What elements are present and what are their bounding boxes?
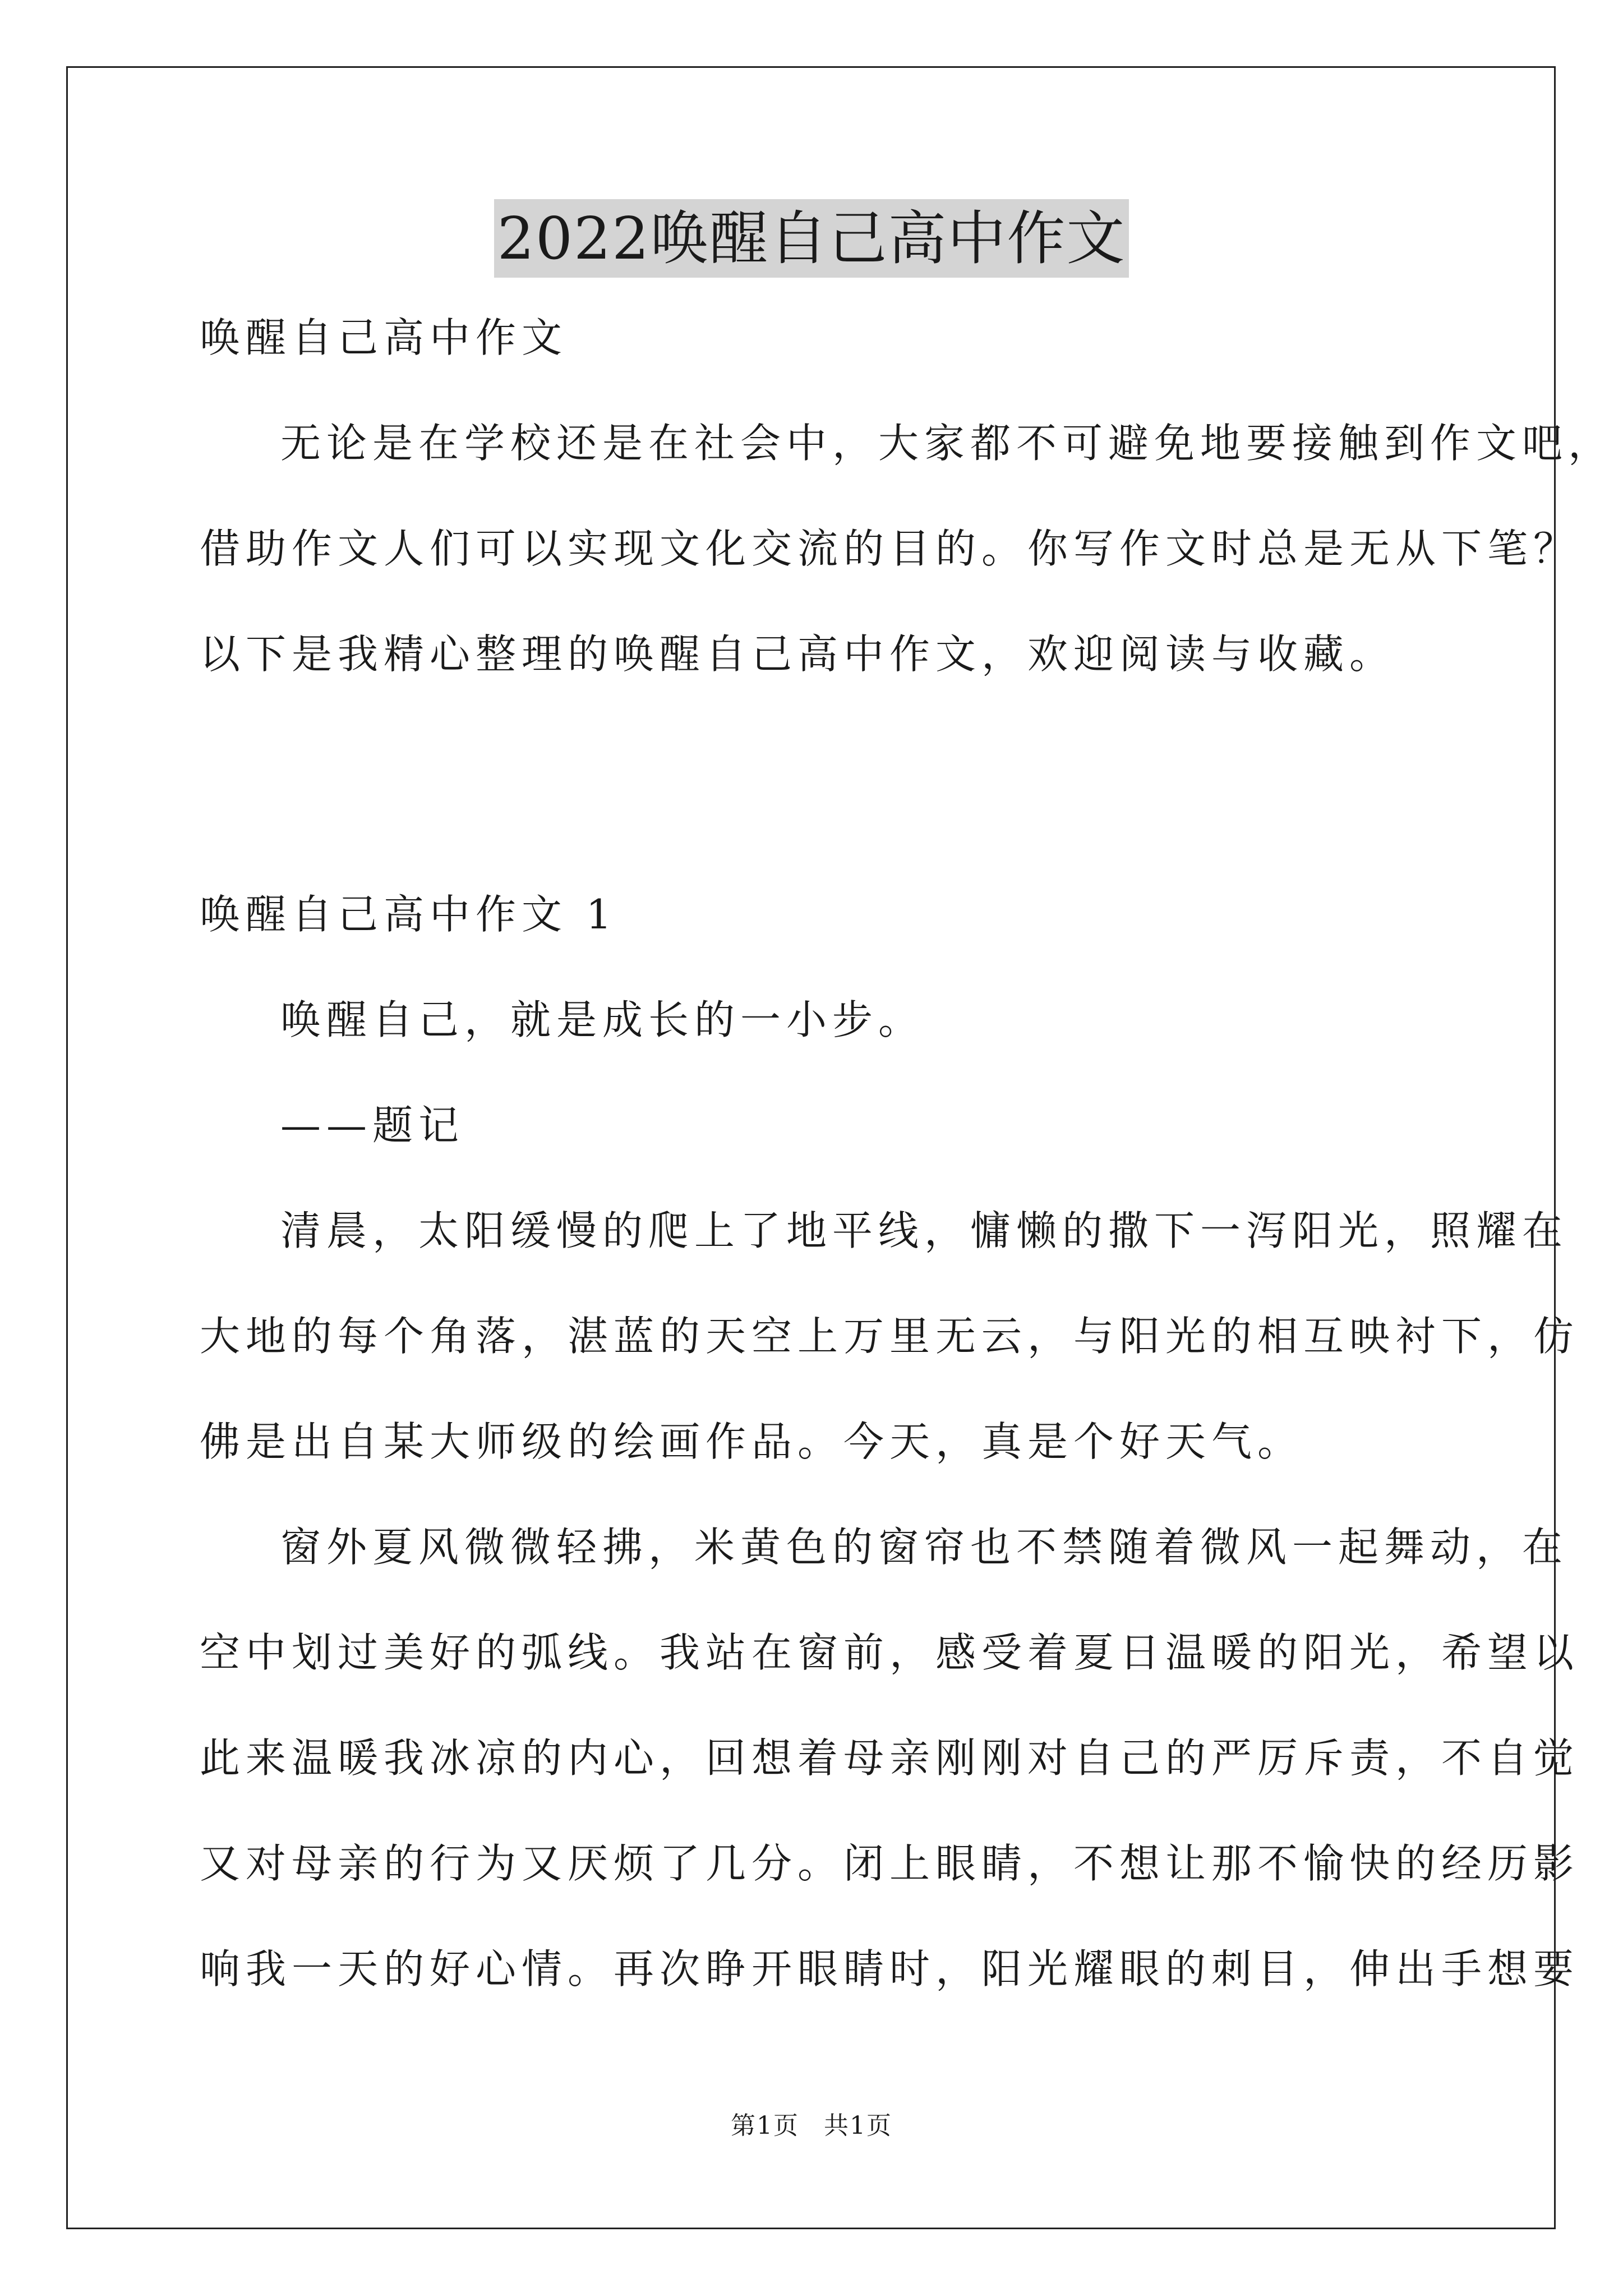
page-number-current: 第1页 [731,2111,799,2140]
paragraph-line: 又对母亲的行为又厌烦了几分。闭上眼睛，不想让那不愉快的经历影 [200,1840,1580,1887]
intro-line: 借助作文人们可以实现文化交流的目的。你写作文时总是无从下笔？ [200,525,1580,572]
paragraph-line: 大地的每个角落，湛蓝的天空上万里无云，与阳光的相互映衬下，仿 [200,1313,1580,1360]
intro-line: 以下是我精心整理的唤醒自己高中作文，欢迎阅读与收藏。 [200,631,1396,678]
paragraph-line: 空中划过美好的弧线。我站在窗前，感受着夏日温暖的阳光，希望以 [200,1629,1580,1676]
title-container [0,199,1623,278]
paragraph-line: 此来温暖我冰凉的内心，回想着母亲刚刚对自己的严厉斥责，不自觉 [200,1734,1580,1782]
document-subtitle: 唤醒自己高中作文 [200,314,568,361]
epigraph-source: ——题记 [280,1102,465,1149]
epigraph: 唤醒自己，就是成长的一小步。 [280,996,925,1043]
page-footer [0,2109,1623,2143]
intro-line: 无论是在学校还是在社会中，大家都不可避免地要接触到作文吧， [280,420,1615,467]
page-number-total: 共1页 [824,2111,892,2140]
paragraph-line: 清晨，太阳缓慢的爬上了地平线，慵懒的撒下一泻阳光，照耀在 [280,1207,1569,1254]
paragraph-line: 窗外夏风微微轻拂，米黄色的窗帘也不禁随着微风一起舞动，在 [280,1524,1569,1571]
document-title: 2022唤醒自己高中作文 [494,199,1129,278]
paragraph-line: 响我一天的好心情。再次睁开眼睛时，阳光耀眼的刺目，伸出手想要 [200,1945,1580,1993]
section-heading: 唤醒自己高中作文 1 [200,891,617,938]
paragraph-line: 佛是出自某大师级的绘画作品。今天，真是个好天气。 [200,1418,1304,1465]
